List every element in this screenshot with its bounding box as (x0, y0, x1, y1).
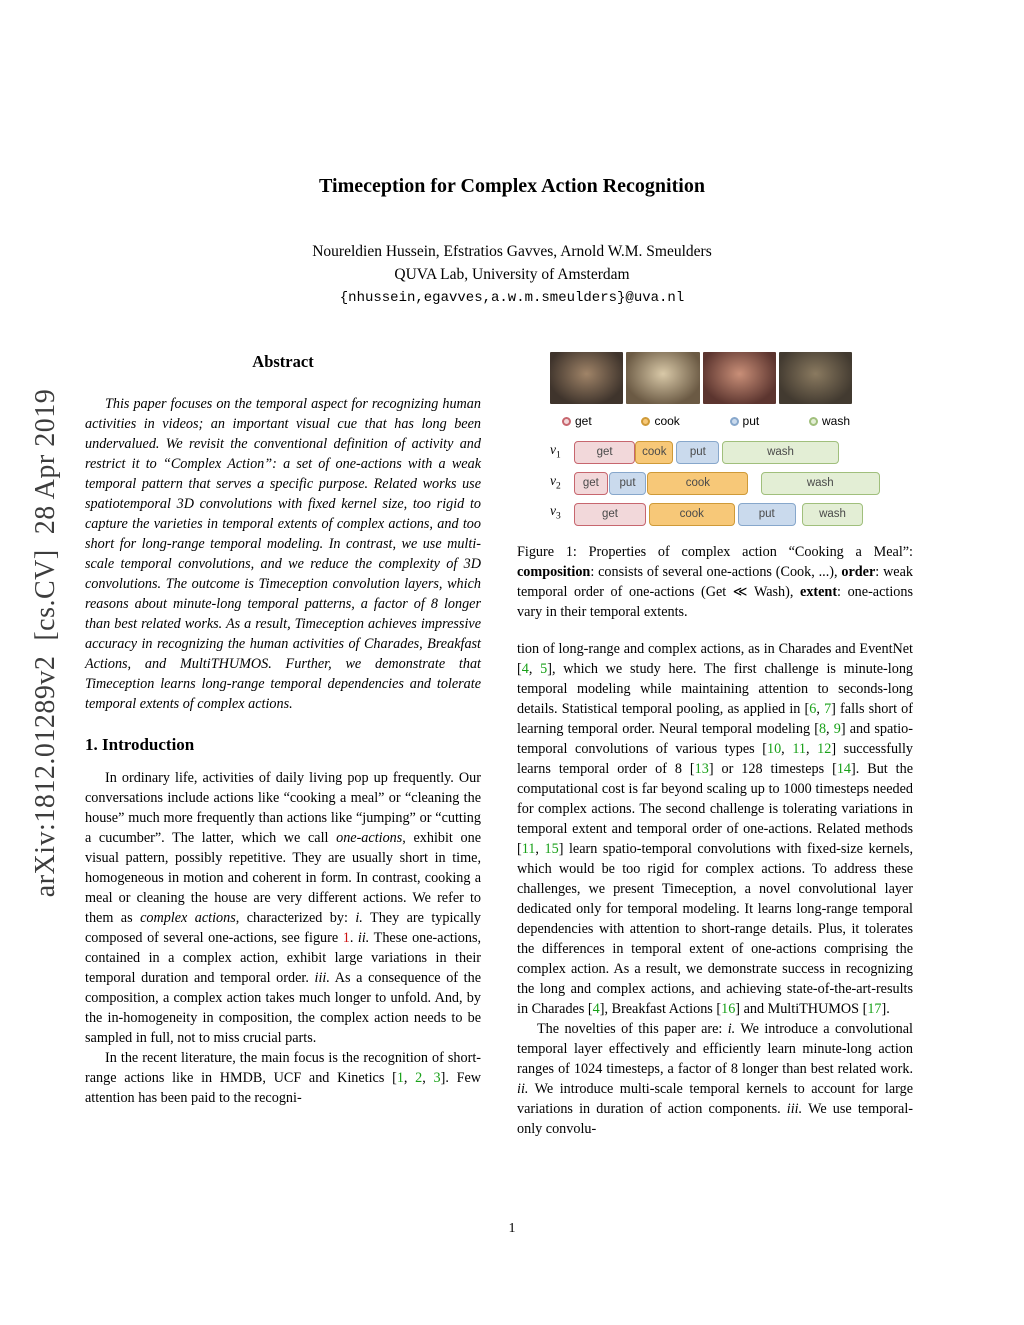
action-segment-wash: wash (761, 472, 880, 495)
citation-link[interactable]: 4 (521, 661, 529, 678)
text-run: The novelties of this paper are: (537, 1021, 728, 1038)
citation-link[interactable]: 2 (415, 1070, 423, 1086)
text-run: , (826, 721, 834, 738)
action-segment-wash: wash (802, 503, 863, 526)
text-run: We use temporal-only convolu- (517, 1101, 913, 1138)
text-run: , (535, 841, 545, 858)
legend-circle-get (562, 417, 571, 426)
timeline-bars-v3 (574, 503, 880, 526)
figure-legend (550, 411, 880, 431)
video-timeline-3 (550, 501, 880, 527)
citation-link[interactable]: 3 (433, 1070, 441, 1086)
text-run: : one-actions vary in their temporal extents. (517, 584, 913, 621)
action-segment-cook: cook (635, 441, 673, 464)
video-frame-2 (626, 352, 699, 404)
video-timeline-2 (550, 471, 880, 497)
citation-link[interactable]: 7 (824, 701, 832, 718)
text-run: one-actions (336, 830, 403, 846)
text-run: ]. But the computational cost is far beyond scaling up to 1000 timesteps needed for complex actions. The second challenge is tolerating variations in temporal extent and temporal order of one-actions. Related methods [ (517, 761, 914, 858)
timeline-label-v3: $v_3$ (550, 503, 561, 523)
legend-item-get (562, 411, 592, 431)
legend-label-wash: wash (821, 414, 850, 428)
text-run: , (816, 701, 825, 718)
author-emails: {nhussein,egavves,a.w.m.smeulders}@uva.nl (339, 290, 685, 306)
figure-rows (550, 440, 880, 527)
text-run: In the recent literature, the main focus is the recognition of short-range actions like in HMDB, UCF and Kinetics [ (85, 1050, 481, 1086)
text-run: ii. (517, 1081, 529, 1098)
figure-frames (550, 352, 852, 404)
abstract-heading: Abstract (252, 352, 314, 371)
text-run: . (349, 930, 358, 946)
text-run: i. (727, 1021, 736, 1038)
timeline-bars-v1 (574, 441, 880, 464)
left-column (85, 352, 481, 1108)
intro-paragraph-1 (85, 768, 481, 1048)
text-run: We introduce a convolutional temporal layer effectively and efficiently learn minute-long action ranges of 1024 timesteps, a factor of 8 longer than best related work. (517, 1021, 913, 1078)
action-segment-put: put (609, 472, 646, 495)
legend-circle-wash (809, 417, 818, 426)
text-run: ] and spatio-temporal convolutions of various types [ (517, 721, 913, 758)
text-run: ] successfully learns temporal order of 8 [ (517, 741, 914, 778)
right-paragraph-2 (517, 1019, 913, 1139)
page-number: 1 (508, 1221, 516, 1236)
action-segment-get: get (574, 441, 635, 464)
figure-1-caption (517, 542, 913, 622)
intro-paragraph-2 (85, 1048, 481, 1108)
author-names: Noureldien Hussein, Efstratios Gavves, Arnold W.M. Smeulders (312, 243, 712, 260)
action-segment-put: put (676, 441, 719, 464)
action-segment-cook: cook (647, 472, 748, 495)
text-run: , characterized by: (235, 910, 356, 926)
text-run: iii. (786, 1101, 803, 1118)
figure-ref-link[interactable]: 1 (342, 930, 350, 946)
section-heading-introduction: 1. Introduction (85, 735, 195, 754)
text-run: iii. (314, 970, 330, 986)
text-run: order (841, 564, 876, 581)
paper-title: Timeception for Complex Action Recognition (319, 175, 705, 197)
text-run: , (422, 1070, 434, 1086)
affiliation: QUVA Lab, University of Amsterdam (394, 266, 630, 283)
text-run: , (806, 741, 818, 758)
text-run: ] or 128 timesteps [ (708, 761, 837, 778)
citation-link[interactable]: 1 (396, 1070, 404, 1086)
text-run: , (403, 1070, 416, 1086)
citation-link[interactable]: 8 (818, 721, 827, 738)
legend-item-put (730, 411, 760, 431)
action-segment-wash: wash (722, 441, 838, 464)
text-run: ]. Few attention has been paid to the recogni- (85, 1070, 481, 1106)
video-timeline-1 (550, 440, 880, 466)
text-run: As a consequence of the composition, a complex action takes much longer to unfold. And, by the in-homogeneity in composition, the complex action needs to be sampled in full, not to miss crucial parts. (85, 970, 481, 1046)
text-run: , exhibit one visual pattern, possibly repetitive. They are usually short in time, homogeneous in motion and coherent in form. In contrast, cooking a meal or cleaning the house are very different actions. We refer to them as (85, 830, 481, 926)
text-run: , (781, 741, 793, 758)
text-run: ], which we study here. The first challenge is minute-long temporal modeling while maintaining attention to seconds-long details. Statistical temporal pooling, as applied in [ (517, 661, 914, 718)
legend-circle-cook (641, 417, 650, 426)
abstract-text: This paper focuses on the temporal aspect for recognizing human activities in videos; an important visual cue that has long been undervalued. We revisit the conventional definition of activity and restrict it to “Complex Action”: a set of one-actions with a weak temporal pattern that serves a specific purpose. Related works use spatiotemporal 3D convolutions with fixed kernel size, too rigid to capture the varieties in temporal extents of complex actions, and too short for long-range temporal modeling. In contrast, we use multi-scale temporal convolutions, and we reduce the complexity of 3D convolutions. The outcome is Timeception convolution layers, which reasons about minute-long temporal patterns, a factor of 8 longer than best related works. As a result, Timeception achieves impressive accuracy in recognizing the human activities of Charades, Breakfast Actions, and MultiTHUMOS. Further, we demonstrate that Timeception learns long-range temporal dependencies and tolerate temporal extents of complex actions. (85, 396, 481, 712)
text-run: ]. (881, 1001, 890, 1018)
citation-link[interactable]: 11 (521, 841, 536, 858)
right-paragraph-1 (517, 639, 913, 1019)
action-segment-put: put (738, 503, 796, 526)
citation-link[interactable]: 13 (694, 761, 709, 778)
text-run: : consists of several one-actions (Cook, ...), (590, 564, 842, 581)
timeline-label-v2: $v_2$ (550, 472, 561, 492)
action-segment-cook: cook (649, 503, 735, 526)
citation-link[interactable]: 14 (836, 761, 851, 778)
text-run: ii. (357, 930, 370, 946)
citation-link[interactable]: 5 (540, 661, 548, 678)
timeline-bars-v2 (574, 472, 880, 495)
text-run: They are typically composed of several one-actions, see figure (85, 910, 482, 946)
legend-item-wash (809, 411, 850, 431)
text-run: i. (355, 910, 363, 926)
text-run: In ordinary life, activities of daily living pop up frequently. Our conversations include actions like “cooking a meal” or “cleaning the house” much more frequently than actions like “jumping” or “cutting a cucumber”. The latter, which we call (85, 770, 481, 846)
text-run: composition (517, 564, 591, 581)
text-run: tion of long-range and complex actions, as in Charades and EventNet [ (517, 641, 913, 678)
legend-item-cook (641, 411, 679, 431)
text-run: , (528, 661, 541, 678)
video-frame-3 (703, 352, 776, 404)
text-run: : weak temporal order of one-actions (Get ≪ Wash), (517, 564, 913, 601)
action-segment-get: get (574, 472, 608, 495)
text-run: ] and MultiTHUMOS [ (735, 1001, 868, 1018)
citation-link[interactable]: 16 (721, 1001, 736, 1018)
text-run: complex actions (140, 910, 236, 926)
text-run: We introduce multi-scale temporal kernels to account for large variations in duration of action components. (517, 1081, 913, 1118)
video-frame-1 (550, 352, 623, 404)
citation-link[interactable]: 11 (792, 741, 806, 758)
citation-link[interactable]: 6 (809, 701, 817, 718)
legend-circle-put (730, 417, 739, 426)
text-run: These one-actions, contained in a complex action, exhibit large variations in their temporal duration and temporal order. (85, 930, 482, 986)
timeline-label-v1: $v_1$ (550, 442, 561, 461)
text-run: extent (800, 584, 838, 601)
arxiv-watermark: arXiv:1812.01289v2 [cs.CV] 28 Apr 2019 (30, 388, 61, 898)
action-segment-get: get (574, 503, 646, 526)
right-column (517, 352, 913, 1139)
video-frame-4 (779, 352, 852, 404)
citation-link[interactable]: 12 (817, 741, 832, 758)
citation-link[interactable]: 17 (867, 1001, 882, 1018)
text-run: ], Breakfast Actions [ (599, 1001, 722, 1018)
legend-label-get: get (575, 414, 592, 428)
figure-1 (550, 352, 880, 527)
citation-link[interactable]: 4 (592, 1001, 600, 1018)
legend-label-put: put (742, 414, 760, 428)
text-run: Figure 1: Properties of complex action “Cooking a Meal”: (517, 544, 913, 561)
citation-link[interactable]: 10 (766, 741, 782, 758)
text-run: ] falls short of learning temporal order. Neural temporal modeling [ (517, 701, 913, 738)
legend-label-cook: cook (654, 414, 680, 428)
citation-link[interactable]: 9 (833, 721, 841, 738)
citation-link[interactable]: 15 (544, 841, 559, 858)
text-run: ] learn spatio-temporal convolutions with fixed-size kernels, which would be too rigid for complex actions. To address these challenges, we present Timeception, a novel convolutional layer dedicated only for temporal modeling. It learns long-range temporal dependencies with attention to short-range details. Plus, it tolerates the differences in temporal extent of one-actions comprising the complex action. As a result, we demonstrate success in recognizing the long and complex actions, and achieving state-of-the-art-results in Charades [ (517, 841, 914, 1018)
